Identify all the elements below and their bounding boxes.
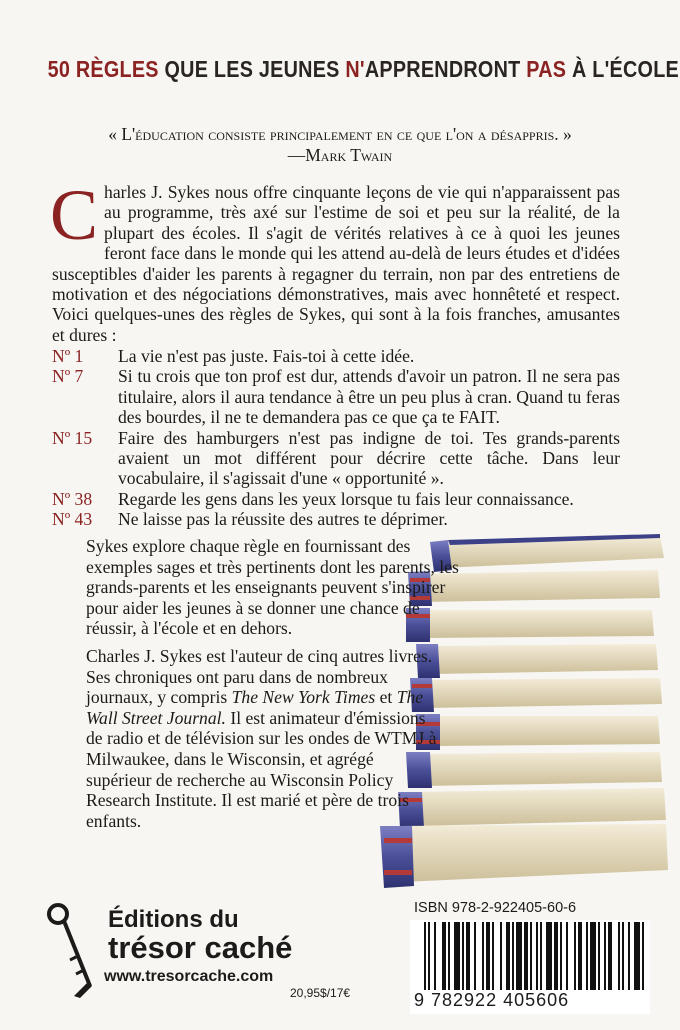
barcode-bar [466, 922, 470, 990]
barcode [424, 922, 646, 990]
bio-text: et [375, 687, 397, 708]
barcode-bar [428, 922, 430, 990]
barcode-bar [462, 922, 464, 990]
rule-number: Nº 38 [52, 488, 93, 509]
barcode-bar [500, 922, 502, 990]
rule-item [52, 346, 620, 366]
barcode-bar [604, 922, 606, 990]
barcode-bar [536, 922, 538, 990]
barcode-bar [524, 922, 528, 990]
book [410, 678, 662, 712]
bio-text: Il est animateur d'émissions de radio et de télévision sur les ondes de WTMJ à Milwaukee, dans le Wisconsin, et agrégé supérieur de recherche au Wisconsin Policy Research Institute. Il est marié et père de trois enfants. [86, 707, 437, 831]
barcode-bar [578, 922, 582, 990]
bio-text: Charles J. Sykes est l'auteur de cinq autres livres. Ses chroniques ont paru dans de nombreux journaux, y compris [86, 646, 433, 708]
rule-text: Si tu crois que ton prof est dur, attends d'avoir un patron. Il ne sera pas titulaire, alors il aura tendance à être un peu plus à cran. Quand tu feras des bourdes, il ne te demandera pas ce que ça te FAIT. [118, 366, 620, 428]
title-part: À L'ÉCOLE [566, 56, 679, 82]
barcode-bar [512, 922, 514, 990]
barcode-bar [530, 922, 532, 990]
rule-item [52, 489, 620, 509]
title-part: QUE LES JEUNES [164, 56, 346, 82]
barcode-bar [474, 922, 476, 990]
barcode-bar [424, 922, 426, 990]
rule-item [52, 428, 620, 489]
drop-cap: C [50, 175, 99, 255]
price: 20,95$/17€ [290, 986, 351, 1000]
barcode-digits: 9 782922 405606 [414, 990, 570, 1010]
rule-item [52, 366, 620, 427]
rule-text: Ne laisse pas la réussite des autres te déprimer. [118, 509, 448, 530]
book [380, 824, 668, 888]
barcode-bar [590, 922, 596, 990]
rule-text: La vie n'est pas juste. Fais-toi à cette idée. [118, 346, 415, 366]
quote-text: « L'éducation consiste principalement en ce que l'on a désappris. » [108, 124, 572, 144]
title-part: N' [345, 56, 365, 82]
rules-list [52, 346, 620, 530]
epigraph [0, 124, 680, 166]
publisher-url: www.tresorcache.com [104, 968, 274, 985]
barcode-bar [598, 922, 600, 990]
barcode-bar [492, 922, 494, 990]
rule-text: Regarde les gens dans les yeux lorsque tu fais leur connaissance. [118, 488, 574, 509]
barcode-bar [608, 922, 612, 990]
barcode-bar [454, 922, 460, 990]
intro-text: harles J. Sykes nous offre cinquante leçons de vie qui n'apparaissent pas au programme, très axé sur l'estime de soi et peu sur la réalité, de la plupart des écoles. Il s'agit de vérités relatives à ce à quoi les jeunes feront face dans le monde qui les attend au-delà de leurs études et d'idées susceptibles d'aider les parents à regagner du terrain, non par des entretiens de motivation et des négociations démonstratives, mais avec honnêteté et respect. Voici quelques-unes des règles de Sykes, qui sont à la fois franches, amusantes et dures : [52, 182, 620, 345]
barcode-bar [546, 922, 552, 990]
barcode-bar [482, 922, 484, 990]
barcode-bar [566, 922, 568, 990]
rule-text: Faire des hamburgers n'est pas indigne de toi. Tes grands-parents avaient un mot différent pour décrire cette tâche. Dans leur vocabulaire, il s'agissait d'une « opportunité ». [118, 427, 620, 489]
title-part: PAS [526, 56, 567, 82]
title-part: 50 RÈGLES [47, 56, 165, 82]
publisher-name: Éditions du [108, 906, 239, 933]
page-title [47, 56, 679, 83]
title-part: APPRENDRONT [364, 56, 527, 82]
barcode-bar [622, 922, 624, 990]
rule-number: Nº 15 [52, 427, 93, 448]
author-bio [86, 646, 442, 831]
isbn-label: ISBN 978-2-922405-60-6 [414, 900, 577, 916]
description-paragraph: Sykes explore chaque règle en fournissant des exemples sages et très pertinents dont les parents, les grands-parents et les enseignants peuvent s'inspirer pour aider les jeunes à se donner une chance de réussir, à l'école et en dehors. [86, 536, 459, 639]
barcode-bar [448, 922, 450, 990]
publisher-name: trésor caché [108, 930, 293, 965]
quote-author: —Mark Twain [287, 145, 393, 165]
barcode-bar [618, 922, 620, 990]
barcode-bar [574, 922, 576, 990]
book [416, 644, 658, 678]
book [406, 752, 662, 788]
book [416, 714, 660, 750]
book [430, 534, 664, 572]
barcode-bar [560, 922, 562, 990]
barcode-bar [506, 922, 510, 990]
intro-paragraph [50, 175, 620, 345]
barcode-bar [434, 922, 436, 990]
newspaper-title: The Wall Street Journal. [86, 687, 424, 728]
barcode-bar [486, 922, 490, 990]
newspaper-title: The New York Times [231, 687, 376, 708]
barcode-bar [642, 922, 644, 990]
barcode-bar [554, 922, 558, 990]
barcode-bar [634, 922, 640, 990]
rule-number: Nº 7 [52, 366, 84, 387]
key-icon [44, 900, 104, 1000]
barcode-bar [540, 922, 542, 990]
rule-number: Nº 1 [52, 346, 84, 366]
barcode-bar [586, 922, 588, 990]
barcode-bar [628, 922, 630, 990]
barcode-bar [442, 922, 446, 990]
barcode-bar [516, 922, 522, 990]
rule-number: Nº 43 [52, 509, 93, 530]
